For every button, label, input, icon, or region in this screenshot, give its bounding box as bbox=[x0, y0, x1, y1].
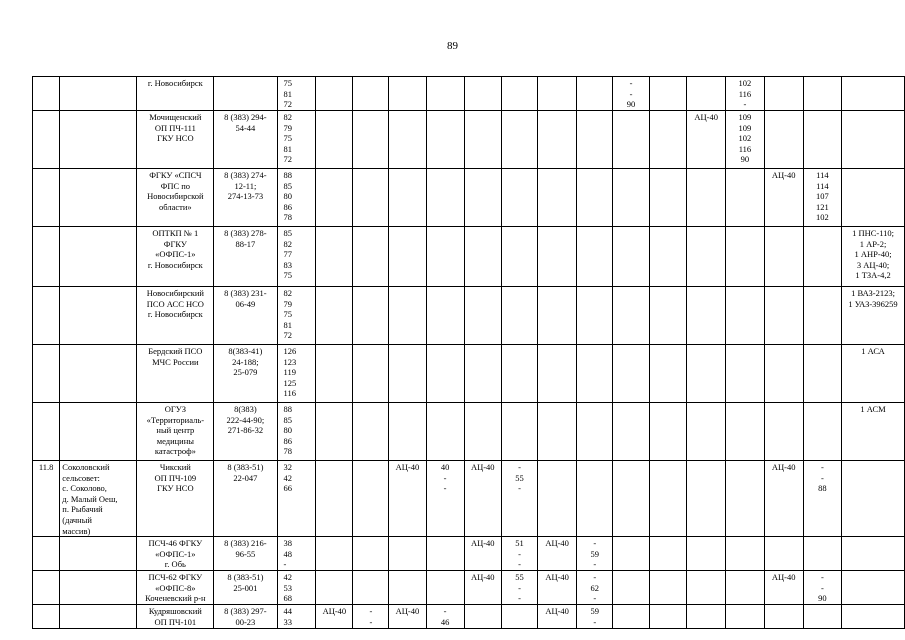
cell-col-13 bbox=[764, 345, 803, 403]
cell-phone: 8 (383) 278- 88-17 bbox=[214, 227, 277, 287]
cell-col-10 bbox=[649, 111, 687, 169]
cell-col-14 bbox=[803, 77, 841, 111]
cell-col-4 bbox=[426, 169, 464, 227]
page-number: 89 bbox=[447, 40, 458, 52]
cell-col-1 bbox=[316, 345, 353, 403]
cell-col-15: 1 ПНС-110; 1 АР-2; 1 АНР-40; 3 АЦ-40; 1 ТЗА-4,2 bbox=[842, 227, 905, 287]
cell-col-12 bbox=[726, 227, 764, 287]
cell-settlement bbox=[60, 169, 137, 227]
cell-col-2 bbox=[353, 227, 389, 287]
cell-col-14: - - 88 bbox=[803, 461, 841, 537]
cell-col-5 bbox=[464, 605, 501, 629]
cell-col-9 bbox=[613, 605, 649, 629]
cell-col-8 bbox=[577, 169, 613, 227]
cell-col-6 bbox=[501, 169, 537, 227]
cell-travel-times: 88 85 80 86 78 bbox=[277, 403, 316, 461]
cell-col-5 bbox=[464, 345, 501, 403]
cell-col-12 bbox=[726, 571, 764, 605]
cell-col-10 bbox=[649, 287, 687, 345]
cell-travel-times: 75 81 72 bbox=[277, 77, 316, 111]
cell-col-4 bbox=[426, 227, 464, 287]
cell-col-4 bbox=[426, 571, 464, 605]
cell-col-1 bbox=[316, 461, 353, 537]
cell-col-9 bbox=[613, 537, 649, 571]
cell-organization: Чикский ОП ПЧ-109 ГКУ НСО bbox=[137, 461, 214, 537]
table-row bbox=[33, 227, 905, 287]
cell-col-1 bbox=[316, 169, 353, 227]
cell-col-3 bbox=[389, 287, 426, 345]
cell-col-5: АЦ-40 bbox=[464, 571, 501, 605]
cell-col-13 bbox=[764, 537, 803, 571]
cell-organization: ПСЧ-46 ФГКУ «ОФПС-1» г. Обь bbox=[137, 537, 214, 571]
cell-col-8 bbox=[577, 345, 613, 403]
cell-col-5 bbox=[464, 77, 501, 111]
cell-col-15 bbox=[842, 537, 905, 571]
cell-col-12 bbox=[726, 461, 764, 537]
cell-col-9 bbox=[613, 461, 649, 537]
cell-col-13 bbox=[764, 403, 803, 461]
cell-col-3 bbox=[389, 403, 426, 461]
cell-col-10 bbox=[649, 77, 687, 111]
cell-col-11 bbox=[687, 77, 726, 111]
cell-item-number bbox=[33, 537, 60, 571]
cell-col-7: АЦ-40 bbox=[538, 605, 577, 629]
cell-col-1 bbox=[316, 227, 353, 287]
cell-col-1 bbox=[316, 537, 353, 571]
cell-col-13: АЦ-40 bbox=[764, 169, 803, 227]
cell-organization: ОПТКП № 1 ФГКУ «ОФПС-1» г. Новосибирск bbox=[137, 227, 214, 287]
cell-travel-times: 42 53 68 bbox=[277, 571, 316, 605]
cell-col-1 bbox=[316, 287, 353, 345]
table-row bbox=[33, 77, 905, 111]
cell-col-5 bbox=[464, 227, 501, 287]
cell-organization: г. Новосибирск bbox=[137, 77, 214, 111]
cell-phone: 8 (383-51) 22-047 bbox=[214, 461, 277, 537]
cell-col-15 bbox=[842, 605, 905, 629]
cell-col-8: 59 - bbox=[577, 605, 613, 629]
cell-col-7 bbox=[538, 287, 577, 345]
cell-col-15 bbox=[842, 571, 905, 605]
cell-item-number bbox=[33, 227, 60, 287]
cell-col-14: 114 114 107 121 102 bbox=[803, 169, 841, 227]
cell-col-12 bbox=[726, 287, 764, 345]
cell-col-10 bbox=[649, 537, 687, 571]
cell-travel-times: 32 42 66 bbox=[277, 461, 316, 537]
cell-col-2 bbox=[353, 287, 389, 345]
cell-col-3: АЦ-40 bbox=[389, 461, 426, 537]
cell-col-13 bbox=[764, 77, 803, 111]
cell-col-2 bbox=[353, 537, 389, 571]
cell-col-12 bbox=[726, 403, 764, 461]
cell-col-7: АЦ-40 bbox=[538, 571, 577, 605]
cell-col-3 bbox=[389, 345, 426, 403]
cell-col-14 bbox=[803, 537, 841, 571]
cell-col-4 bbox=[426, 111, 464, 169]
cell-col-5: АЦ-40 bbox=[464, 461, 501, 537]
cell-col-2 bbox=[353, 111, 389, 169]
cell-phone: 8(383-41) 24-188; 25-079 bbox=[214, 345, 277, 403]
cell-organization: Бердский ПСО МЧС России bbox=[137, 345, 214, 403]
cell-settlement bbox=[60, 537, 137, 571]
cell-col-12 bbox=[726, 345, 764, 403]
cell-travel-times: 44 33 bbox=[277, 605, 316, 629]
cell-item-number bbox=[33, 403, 60, 461]
cell-travel-times: 82 79 75 81 72 bbox=[277, 287, 316, 345]
cell-col-1 bbox=[316, 403, 353, 461]
table-row bbox=[33, 169, 905, 227]
cell-col-12 bbox=[726, 537, 764, 571]
cell-col-7 bbox=[538, 345, 577, 403]
cell-col-6: 51 - - bbox=[501, 537, 537, 571]
cell-col-11 bbox=[687, 605, 726, 629]
cell-col-11: АЦ-40 bbox=[687, 111, 726, 169]
cell-col-4: 40 - - bbox=[426, 461, 464, 537]
cell-col-15: 1 АСМ bbox=[842, 403, 905, 461]
cell-phone: 8 (383) 216- 96-55 bbox=[214, 537, 277, 571]
cell-col-2 bbox=[353, 571, 389, 605]
cell-col-6 bbox=[501, 227, 537, 287]
cell-col-7 bbox=[538, 169, 577, 227]
cell-item-number bbox=[33, 345, 60, 403]
cell-col-9 bbox=[613, 345, 649, 403]
cell-col-4 bbox=[426, 77, 464, 111]
cell-col-5 bbox=[464, 169, 501, 227]
cell-col-2 bbox=[353, 461, 389, 537]
cell-col-7 bbox=[538, 77, 577, 111]
cell-phone: 8 (383) 297- 00-23 bbox=[214, 605, 277, 629]
cell-col-9 bbox=[613, 403, 649, 461]
cell-col-2 bbox=[353, 77, 389, 111]
cell-col-9 bbox=[613, 227, 649, 287]
cell-col-10 bbox=[649, 169, 687, 227]
cell-item-number bbox=[33, 571, 60, 605]
cell-col-4: - 46 bbox=[426, 605, 464, 629]
cell-col-3 bbox=[389, 169, 426, 227]
cell-col-9 bbox=[613, 111, 649, 169]
cell-col-6 bbox=[501, 287, 537, 345]
cell-col-15 bbox=[842, 111, 905, 169]
cell-col-7: АЦ-40 bbox=[538, 537, 577, 571]
cell-col-9 bbox=[613, 571, 649, 605]
cell-settlement bbox=[60, 111, 137, 169]
cell-col-13 bbox=[764, 287, 803, 345]
cell-col-7 bbox=[538, 403, 577, 461]
cell-col-6 bbox=[501, 77, 537, 111]
cell-col-10 bbox=[649, 227, 687, 287]
cell-col-13: АЦ-40 bbox=[764, 461, 803, 537]
cell-col-11 bbox=[687, 169, 726, 227]
cell-settlement: Соколовский сельсовет: с. Соколово, д. Малый Оеш, п. Рыбачий (дачный массив) bbox=[60, 461, 137, 537]
table-row bbox=[33, 345, 905, 403]
cell-item-number bbox=[33, 605, 60, 629]
cell-phone: 8 (383) 274- 12-11; 274-13-73 bbox=[214, 169, 277, 227]
table-row bbox=[33, 403, 905, 461]
cell-settlement bbox=[60, 345, 137, 403]
cell-phone: 8 (383) 231- 06-49 bbox=[214, 287, 277, 345]
resource-table bbox=[32, 76, 905, 629]
cell-phone: 8 (383-51) 25-001 bbox=[214, 571, 277, 605]
cell-col-8: - 59 - bbox=[577, 537, 613, 571]
cell-col-11 bbox=[687, 461, 726, 537]
cell-col-13: АЦ-40 bbox=[764, 571, 803, 605]
cell-col-14 bbox=[803, 227, 841, 287]
cell-organization: Новосибирский ПСО АСС НСО г. Новосибирск bbox=[137, 287, 214, 345]
cell-col-3 bbox=[389, 537, 426, 571]
cell-col-9 bbox=[613, 169, 649, 227]
table-row bbox=[33, 571, 905, 605]
cell-item-number bbox=[33, 111, 60, 169]
cell-col-11 bbox=[687, 345, 726, 403]
table-row bbox=[33, 287, 905, 345]
cell-phone: 8 (383) 294- 54-44 bbox=[214, 111, 277, 169]
cell-col-8 bbox=[577, 461, 613, 537]
cell-col-14 bbox=[803, 111, 841, 169]
cell-col-15: 1 ВАЗ-2123; 1 УАЗ-396259 bbox=[842, 287, 905, 345]
cell-col-6 bbox=[501, 403, 537, 461]
cell-col-6 bbox=[501, 111, 537, 169]
cell-col-13 bbox=[764, 227, 803, 287]
cell-col-5: АЦ-40 bbox=[464, 537, 501, 571]
cell-col-8 bbox=[577, 403, 613, 461]
cell-col-11 bbox=[687, 227, 726, 287]
table-row bbox=[33, 461, 905, 537]
cell-col-11 bbox=[687, 403, 726, 461]
cell-travel-times: 126 123 119 125 116 bbox=[277, 345, 316, 403]
cell-col-5 bbox=[464, 403, 501, 461]
cell-col-3 bbox=[389, 77, 426, 111]
cell-settlement bbox=[60, 571, 137, 605]
cell-col-10 bbox=[649, 461, 687, 537]
cell-item-number bbox=[33, 77, 60, 111]
table-row bbox=[33, 605, 905, 629]
cell-col-11 bbox=[687, 537, 726, 571]
cell-phone: 8(383) 222-44-90; 271-86-32 bbox=[214, 403, 277, 461]
cell-col-12: 102 116 - bbox=[726, 77, 764, 111]
cell-col-2 bbox=[353, 169, 389, 227]
cell-col-6: - 55 - bbox=[501, 461, 537, 537]
cell-col-8 bbox=[577, 77, 613, 111]
cell-col-15 bbox=[842, 169, 905, 227]
cell-col-8 bbox=[577, 287, 613, 345]
cell-col-1 bbox=[316, 77, 353, 111]
cell-travel-times: 85 82 77 83 75 bbox=[277, 227, 316, 287]
cell-col-4 bbox=[426, 345, 464, 403]
cell-organization: ОГУЗ «Территориаль- ный центр медицины катастроф» bbox=[137, 403, 214, 461]
cell-col-1 bbox=[316, 111, 353, 169]
cell-col-14: - - 90 bbox=[803, 571, 841, 605]
cell-col-4 bbox=[426, 403, 464, 461]
cell-col-4 bbox=[426, 287, 464, 345]
cell-col-12: 109 109 102 116 90 bbox=[726, 111, 764, 169]
cell-col-14 bbox=[803, 345, 841, 403]
cell-col-9: - - 90 bbox=[613, 77, 649, 111]
cell-travel-times: 38 48 - bbox=[277, 537, 316, 571]
cell-col-10 bbox=[649, 345, 687, 403]
cell-settlement bbox=[60, 227, 137, 287]
cell-col-11 bbox=[687, 287, 726, 345]
cell-col-14 bbox=[803, 287, 841, 345]
cell-col-8 bbox=[577, 227, 613, 287]
cell-col-14 bbox=[803, 403, 841, 461]
cell-col-2 bbox=[353, 403, 389, 461]
cell-col-12 bbox=[726, 605, 764, 629]
table-row bbox=[33, 111, 905, 169]
cell-settlement bbox=[60, 287, 137, 345]
cell-col-8: - 62 - bbox=[577, 571, 613, 605]
cell-col-15: 1 АСА bbox=[842, 345, 905, 403]
cell-col-10 bbox=[649, 571, 687, 605]
cell-organization: Кудряшовский ОП ПЧ-101 bbox=[137, 605, 214, 629]
cell-col-13 bbox=[764, 605, 803, 629]
cell-item-number: 11.8 bbox=[33, 461, 60, 537]
cell-col-4 bbox=[426, 537, 464, 571]
cell-col-3 bbox=[389, 571, 426, 605]
cell-col-15 bbox=[842, 461, 905, 537]
cell-col-1 bbox=[316, 571, 353, 605]
cell-col-3: АЦ-40 bbox=[389, 605, 426, 629]
cell-col-2: - - bbox=[353, 605, 389, 629]
cell-col-1: АЦ-40 bbox=[316, 605, 353, 629]
cell-col-6: 55 - - bbox=[501, 571, 537, 605]
cell-col-15 bbox=[842, 77, 905, 111]
cell-settlement bbox=[60, 77, 137, 111]
cell-col-8 bbox=[577, 111, 613, 169]
cell-col-13 bbox=[764, 111, 803, 169]
cell-organization: ПСЧ-62 ФГКУ «ОФПС-8» Коченевский р-н bbox=[137, 571, 214, 605]
cell-col-10 bbox=[649, 403, 687, 461]
cell-col-12 bbox=[726, 169, 764, 227]
cell-col-2 bbox=[353, 345, 389, 403]
table-row bbox=[33, 537, 905, 571]
cell-phone bbox=[214, 77, 277, 111]
cell-col-10 bbox=[649, 605, 687, 629]
cell-col-14 bbox=[803, 605, 841, 629]
cell-item-number bbox=[33, 287, 60, 345]
cell-organization: ФГКУ «СПСЧ ФПС по Новосибирской области» bbox=[137, 169, 214, 227]
cell-col-5 bbox=[464, 111, 501, 169]
cell-col-7 bbox=[538, 111, 577, 169]
cell-col-11 bbox=[687, 571, 726, 605]
cell-travel-times: 88 85 80 86 78 bbox=[277, 169, 316, 227]
cell-settlement bbox=[60, 605, 137, 629]
cell-travel-times: 82 79 75 81 72 bbox=[277, 111, 316, 169]
cell-organization: Мочищенский ОП ПЧ-111 ГКУ НСО bbox=[137, 111, 214, 169]
cell-col-5 bbox=[464, 287, 501, 345]
cell-col-7 bbox=[538, 227, 577, 287]
cell-col-6 bbox=[501, 345, 537, 403]
cell-settlement bbox=[60, 403, 137, 461]
cell-item-number bbox=[33, 169, 60, 227]
cell-col-3 bbox=[389, 111, 426, 169]
cell-col-3 bbox=[389, 227, 426, 287]
cell-col-7 bbox=[538, 461, 577, 537]
cell-col-6 bbox=[501, 605, 537, 629]
cell-col-9 bbox=[613, 287, 649, 345]
